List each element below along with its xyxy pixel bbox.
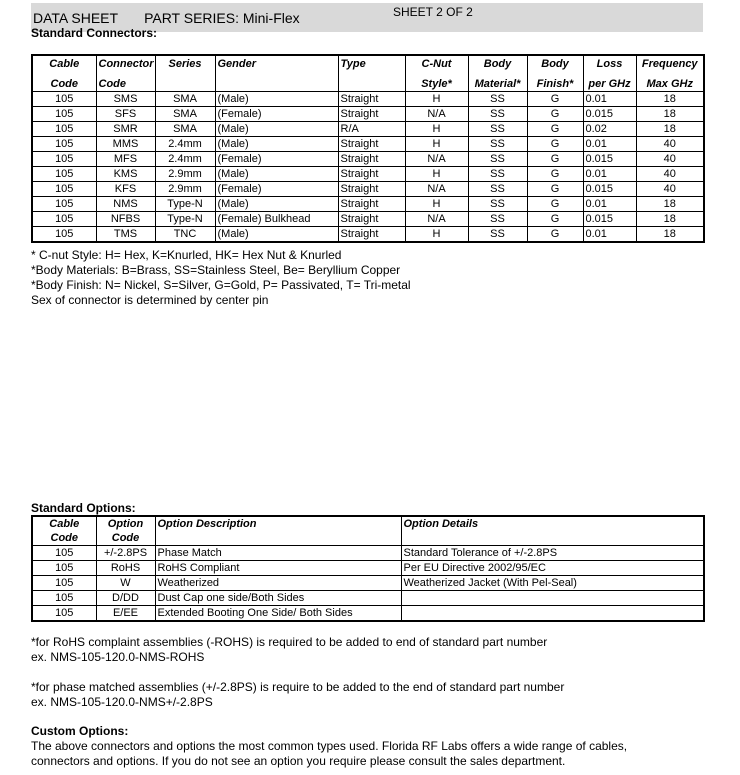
table-cell: 105 [32,122,96,137]
table-cell [401,606,704,622]
options-header-row [32,531,704,546]
custom-options-title: Custom Options: [31,724,129,738]
table-cell: 105 [32,212,96,227]
table-cell: 40 [636,137,704,152]
table-cell: (Male) [215,227,338,243]
table-cell: D/DD [96,591,155,606]
table-cell: KMS [96,167,155,182]
table-cell: (Male) [215,92,338,107]
table-cell: N/A [405,212,468,227]
column-header: Option [96,516,155,531]
table-cell: (Male) [215,167,338,182]
table-cell: +/-2.8PS [96,546,155,561]
table-cell: 40 [636,182,704,197]
connectors-table [31,54,705,243]
column-header: Code [32,77,96,92]
table-cell: Straight [338,107,405,122]
connectors-section-title: Standard Connectors: [31,26,158,40]
table-cell: G [527,92,583,107]
column-header: Code [96,77,155,92]
table-cell: SS [468,227,527,243]
table-cell: SS [468,152,527,167]
column-header: Style* [405,77,468,92]
table-cell: 18 [636,92,704,107]
connector-notes [31,248,411,308]
table-cell: Extended Booting One Side/ Both Sides [155,606,401,622]
table-cell: Straight [338,212,405,227]
table-cell: 40 [636,152,704,167]
column-header: C-Nut [405,55,468,77]
column-header [338,77,405,92]
table-row [32,212,704,227]
table-cell: 105 [32,546,96,561]
table-cell: 105 [32,227,96,243]
column-header: Option Details [401,516,704,531]
table-cell: SS [468,197,527,212]
table-cell: 18 [636,107,704,122]
rohs-note-text: *for RoHS complaint assemblies (-ROHS) is required to be added to end of standard part number [31,635,548,649]
table-cell: Per EU Directive 2002/95/EC [401,561,704,576]
table-cell: KFS [96,182,155,197]
table-row [32,182,704,197]
table-row [32,227,704,243]
table-cell: (Female) Bulkhead [215,212,338,227]
doc-type-label: DATA SHEET [33,10,119,26]
table-cell: NMS [96,197,155,212]
table-cell [401,591,704,606]
table-cell: 18 [636,212,704,227]
column-header: Option Description [155,516,401,531]
table-cell: 2.9mm [155,182,215,197]
table-cell: 40 [636,167,704,182]
table-cell: (Female) [215,182,338,197]
note-line: *Body Materials: B=Brass, SS=Stainless Steel, Be= Beryllium Copper [31,263,401,277]
table-cell: 105 [32,92,96,107]
table-cell: 105 [32,152,96,167]
header-title [33,10,300,26]
phase-note-text: *for phase matched assemblies (+/-2.8PS) is require to be added to the end of standard part number [31,680,565,694]
table-row [32,561,704,576]
table-row [32,167,704,182]
table-cell: 105 [32,591,96,606]
table-cell: H [405,92,468,107]
table-cell: MMS [96,137,155,152]
table-cell: SS [468,212,527,227]
table-cell: Straight [338,152,405,167]
table-cell: 105 [32,197,96,212]
connectors-header-row [32,77,704,92]
table-cell: Weatherized [155,576,401,591]
table-row [32,152,704,167]
table-cell: H [405,122,468,137]
column-header: Finish* [527,77,583,92]
table-cell: 0.015 [583,152,636,167]
table-cell: G [527,227,583,243]
table-cell: Type-N [155,197,215,212]
column-header: Body [527,55,583,77]
column-header: Cable [32,55,96,77]
table-row [32,606,704,622]
custom-options-line-2: connectors and options. If you do not see an option you require please consult the sales department. [31,754,566,768]
table-cell: G [527,182,583,197]
column-header: Frequency [636,55,704,77]
rohs-note-example: ex. NMS-105-120.0-NMS-ROHS [31,650,205,664]
table-cell: G [527,197,583,212]
column-header [215,77,338,92]
table-cell: 105 [32,107,96,122]
table-cell: N/A [405,107,468,122]
column-header: Code [32,531,96,546]
table-cell: SS [468,107,527,122]
table-cell: 2.4mm [155,137,215,152]
table-cell: R/A [338,122,405,137]
table-cell: Straight [338,92,405,107]
table-cell: H [405,167,468,182]
table-cell: SS [468,92,527,107]
column-header [401,531,704,546]
options-section-title: Standard Options: [31,501,136,515]
custom-options-line-1: The above connectors and options the most common types used. Florida RF Labs offers a wide range of cables, [31,739,628,753]
column-header: Type [338,55,405,77]
table-cell: SMS [96,92,155,107]
table-cell: SMR [96,122,155,137]
table-cell: MFS [96,152,155,167]
table-cell: 0.015 [583,182,636,197]
table-cell: H [405,197,468,212]
table-cell: SMA [155,122,215,137]
table-cell: 105 [32,137,96,152]
table-row [32,591,704,606]
table-cell: (Male) [215,122,338,137]
column-header: Connector [96,55,155,77]
table-cell: 105 [32,576,96,591]
table-cell: SS [468,137,527,152]
table-cell: 0.015 [583,107,636,122]
table-row [32,197,704,212]
table-row [32,546,704,561]
table-cell: 105 [32,167,96,182]
table-cell: Straight [338,227,405,243]
column-header [155,531,401,546]
column-header [155,77,215,92]
table-cell: 0.01 [583,137,636,152]
table-cell: 2.9mm [155,167,215,182]
table-row [32,576,704,591]
table-row [32,122,704,137]
table-cell: Straight [338,182,405,197]
note-line: * C-nut Style: H= Hex, K=Knurled, HK= Hex Nut & Knurled [31,248,342,262]
table-cell: 0.01 [583,92,636,107]
column-header: Material* [468,77,527,92]
table-cell: Type-N [155,212,215,227]
table-cell: Straight [338,167,405,182]
table-cell: E/EE [96,606,155,622]
table-row [32,137,704,152]
table-cell: G [527,152,583,167]
table-cell: SS [468,182,527,197]
table-cell: 105 [32,561,96,576]
options-table [31,515,705,622]
table-cell: 0.01 [583,197,636,212]
table-row [32,107,704,122]
table-cell: G [527,167,583,182]
table-cell: G [527,122,583,137]
table-cell: SMA [155,92,215,107]
table-cell: G [527,137,583,152]
table-cell: 18 [636,227,704,243]
column-header: Code [96,531,155,546]
note-line: *Body Finish: N= Nickel, S=Silver, G=Gold, P= Passivated, T= Tri-metal [31,278,411,292]
table-cell: NFBS [96,212,155,227]
table-cell: 0.015 [583,212,636,227]
table-cell: Weatherized Jacket (With Pel-Seal) [401,576,704,591]
column-header: Series [155,55,215,77]
sheet-number: SHEET 2 OF 2 [393,5,473,19]
table-cell: SMA [155,107,215,122]
part-series-label: PART SERIES: Mini-Flex [144,10,300,26]
table-cell: Phase Match [155,546,401,561]
table-cell: H [405,227,468,243]
rohs-note [31,635,547,665]
table-cell: W [96,576,155,591]
table-cell: G [527,212,583,227]
table-cell: SS [468,167,527,182]
table-cell: 105 [32,606,96,622]
table-cell: 18 [636,197,704,212]
table-cell: H [405,137,468,152]
phase-note [31,680,564,710]
column-header: Cable [32,516,96,531]
phase-note-example: ex. NMS-105-120.0-NMS+/-2.8PS [31,695,213,709]
table-cell: TMS [96,227,155,243]
table-cell: (Male) [215,137,338,152]
table-cell: TNC [155,227,215,243]
table-cell: (Male) [215,197,338,212]
custom-options [31,724,627,769]
table-cell: RoHS Compliant [155,561,401,576]
table-cell: Straight [338,137,405,152]
column-header: Loss [583,55,636,77]
table-cell: 0.01 [583,167,636,182]
column-header: Max GHz [636,77,704,92]
column-header: Gender [215,55,338,77]
table-cell: 18 [636,122,704,137]
options-header-row [32,516,704,531]
table-cell: N/A [405,182,468,197]
table-row [32,92,704,107]
table-cell: 0.02 [583,122,636,137]
table-cell: SFS [96,107,155,122]
table-cell: Dust Cap one side/Both Sides [155,591,401,606]
table-cell: (Female) [215,152,338,167]
note-line: Sex of connector is determined by center pin [31,293,269,307]
table-cell: RoHS [96,561,155,576]
table-cell: N/A [405,152,468,167]
column-header: Body [468,55,527,77]
column-header: per GHz [583,77,636,92]
table-cell: G [527,107,583,122]
table-cell: Straight [338,197,405,212]
table-cell: Standard Tolerance of +/-2.8PS [401,546,704,561]
table-cell: 0.01 [583,227,636,243]
table-cell: (Female) [215,107,338,122]
table-cell: SS [468,122,527,137]
table-cell: 2.4mm [155,152,215,167]
table-cell: 105 [32,182,96,197]
connectors-header-row [32,55,704,77]
